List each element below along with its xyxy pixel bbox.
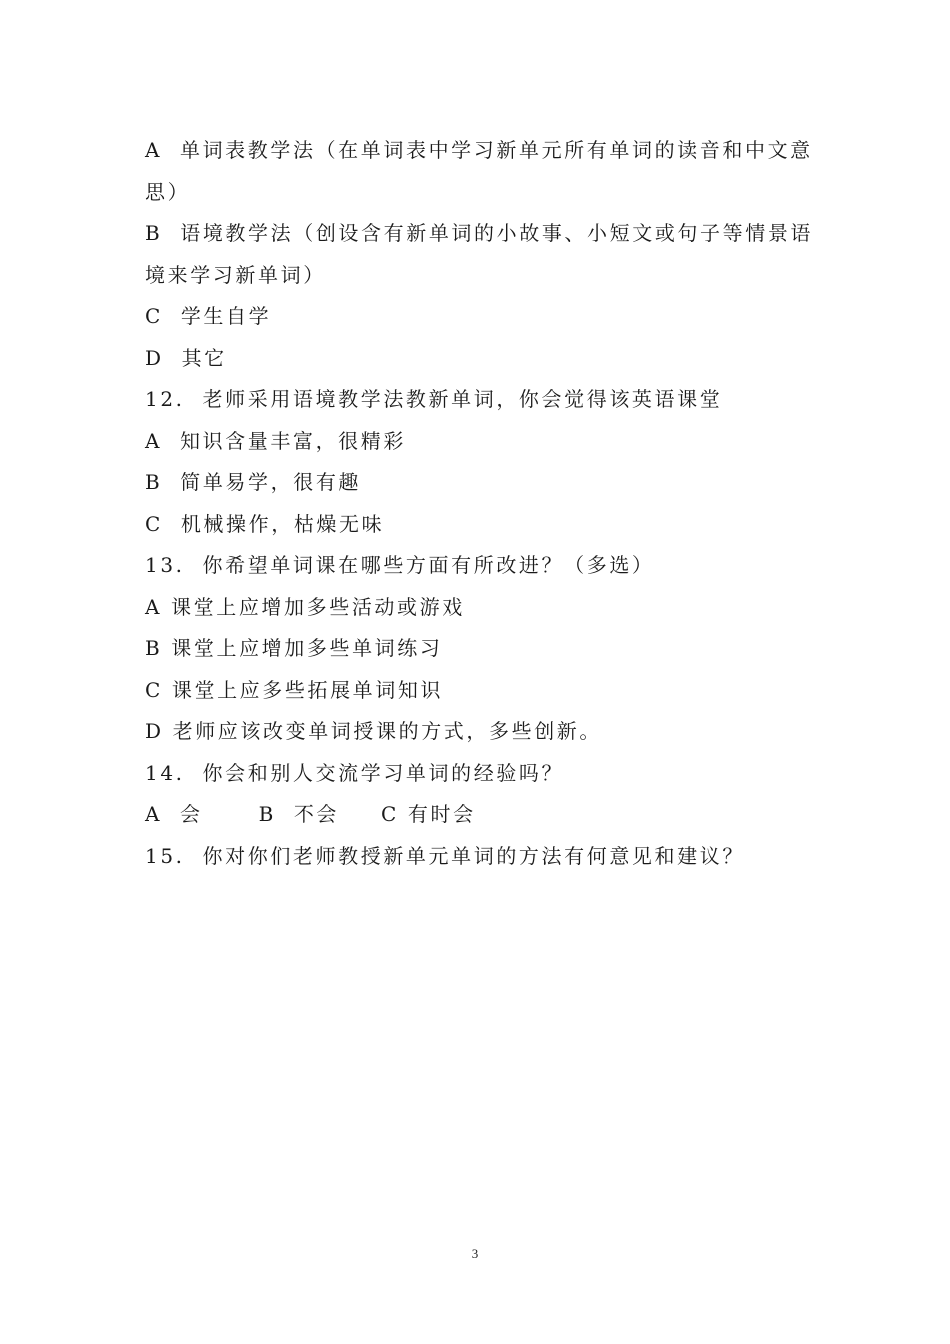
option-text: 会 (179, 802, 203, 826)
question-13 (145, 545, 815, 587)
q13-option-a (145, 587, 815, 629)
option-text: 学生自学 (180, 304, 272, 328)
option-prefix: A (145, 138, 163, 162)
page-number: 3 (471, 1246, 479, 1261)
q12-option-c (145, 504, 815, 546)
option-text: 其它 (181, 345, 227, 370)
option-text: 知识含量丰富，很精彩 (179, 428, 406, 453)
question-14 (145, 753, 815, 795)
option-text: 语境教学法（创设含有新单词的小故事、小短文或句子等情景语境来学习新单词） (145, 221, 814, 287)
question-number: 14. (145, 760, 185, 785)
question-number: 12. (145, 387, 185, 411)
q13-option-b (145, 628, 815, 670)
question-number: 15. (145, 843, 185, 868)
option-prefix: C (145, 677, 163, 702)
question-text: 你会和别人交流学习单词的经验吗？ (202, 760, 565, 785)
option-text: 不会 (293, 802, 340, 826)
option-prefix: D (145, 345, 164, 370)
question-15 (145, 836, 815, 878)
option-prefix: C (145, 304, 163, 328)
option-prefix: B (145, 470, 163, 494)
option-prefix: C (381, 802, 399, 826)
option-text: 单词表教学法（在单词表中学习新单元所有单词的读音和中文意思） (145, 138, 813, 204)
question-text: 你希望单词课在哪些方面有所改进？（多选） (202, 553, 655, 577)
question-number: 13. (145, 553, 185, 577)
page-content (145, 130, 815, 877)
option-d-other (145, 338, 815, 380)
option-text: 老师应该改变单词授课的方式，多些创新。 (172, 719, 603, 743)
option-prefix: D (145, 719, 164, 743)
option-text: 简单易学，很有趣 (180, 470, 362, 494)
option-prefix: A (145, 802, 163, 826)
question-text: 你对你们老师教授新单元单词的方法有何意见和建议？ (202, 843, 745, 868)
question-text: 老师采用语境教学法教新单词，你会觉得该英语课堂 (202, 387, 723, 411)
option-prefix: A (145, 594, 163, 619)
question-12 (145, 379, 815, 421)
option-prefix: C (145, 511, 163, 536)
option-text: 课堂上应增加多些活动或游戏 (171, 594, 465, 619)
option-text: 课堂上应多些拓展单词知识 (171, 677, 444, 702)
option-prefix: B (258, 802, 276, 826)
option-b-context-method (145, 213, 815, 296)
q12-option-a (145, 421, 815, 463)
q14-options-row (145, 794, 815, 836)
option-prefix: B (145, 636, 163, 660)
option-text: 有时会 (407, 802, 476, 826)
q13-option-c (145, 670, 815, 712)
option-a-word-list-method (145, 130, 815, 213)
option-text: 机械操作，枯燥无味 (180, 511, 385, 536)
option-c-self-study (145, 296, 815, 338)
q13-option-d (145, 711, 815, 753)
q12-option-b (145, 462, 815, 504)
option-text: 课堂上应增加多些单词练习 (171, 636, 443, 660)
option-prefix: A (145, 428, 163, 453)
option-prefix: B (145, 221, 163, 245)
